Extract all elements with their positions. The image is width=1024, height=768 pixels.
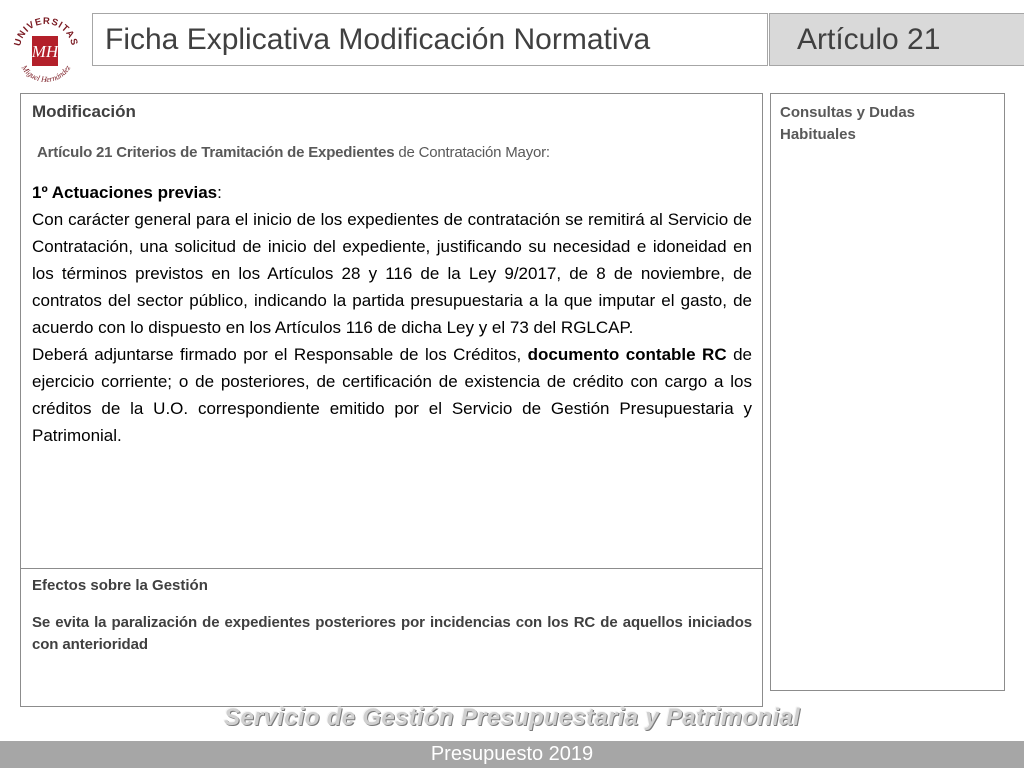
service-name: Servicio de Gestión Presupuestaria y Patrimonial — [224, 704, 800, 731]
modification-body — [32, 179, 752, 449]
consultas-panel — [770, 93, 1005, 691]
article-badge: Artículo 21 — [769, 13, 1024, 66]
logo-monogram: MH — [31, 42, 59, 61]
section-colon: : — [217, 183, 222, 202]
paragraph-1: Con carácter general para el inicio de los expedientes de contratación se remitirá al Servicio de Contratación, una solicitud de inicio del expediente, justificando su necesidad e idoneidad en los términos previstos en los Artículos 28 y 116 de la Ley 9/2017, de 8 de noviembre, de contratos del sector público, indicando la partida presupuestaria a la que imputar el gasto, de acuerdo con lo dispuesto en los Artículos 116 de dicha Ley y el 73 del RGLCAP. — [32, 210, 752, 337]
paragraph-2 — [32, 341, 752, 449]
modification-panel — [20, 93, 763, 569]
effects-heading: Efectos sobre la Gestión — [32, 577, 208, 594]
modification-heading: Modificación — [32, 102, 136, 121]
article-subtitle-bold: Artículo 21 Criterios de Tramitación de Expedientes — [37, 144, 395, 161]
logo-arc-top: UNIVERSITAS — [12, 15, 80, 48]
article-subtitle — [37, 144, 752, 161]
university-seal-icon — [10, 10, 82, 86]
effects-panel — [20, 569, 763, 707]
budget-bar: Presupuesto 2019 — [0, 741, 1024, 768]
consultas-heading: Consultas y Dudas Habituales — [780, 104, 916, 143]
effects-text: Se evita la paralización de expedientes posteriores por incidencias con los RC de aquellos iniciados con anterioridad — [32, 614, 752, 653]
section-title: 1º Actuaciones previas — [32, 183, 218, 202]
page-title: Ficha Explicativa Modificación Normativa — [92, 13, 768, 66]
paragraph-2-end: de ejercicio corriente; o de posteriores, de certificación de existencia de crédito con cargo a los créditos de la U.O. correspondiente emitido por el Servicio de Gestión Presupuestaria y Patrimonial. — [32, 345, 752, 445]
university-logo — [10, 10, 82, 86]
paragraph-2-start: Deberá adjuntarse firmado por el Responsable de los Créditos, — [32, 345, 528, 364]
paragraph-2-bold: documento contable RC — [527, 345, 727, 364]
article-subtitle-rest: de Contratación Mayor: — [394, 144, 550, 161]
section-heading — [32, 179, 752, 206]
logo-arc-bottom: Miguel Hernández — [19, 63, 73, 85]
